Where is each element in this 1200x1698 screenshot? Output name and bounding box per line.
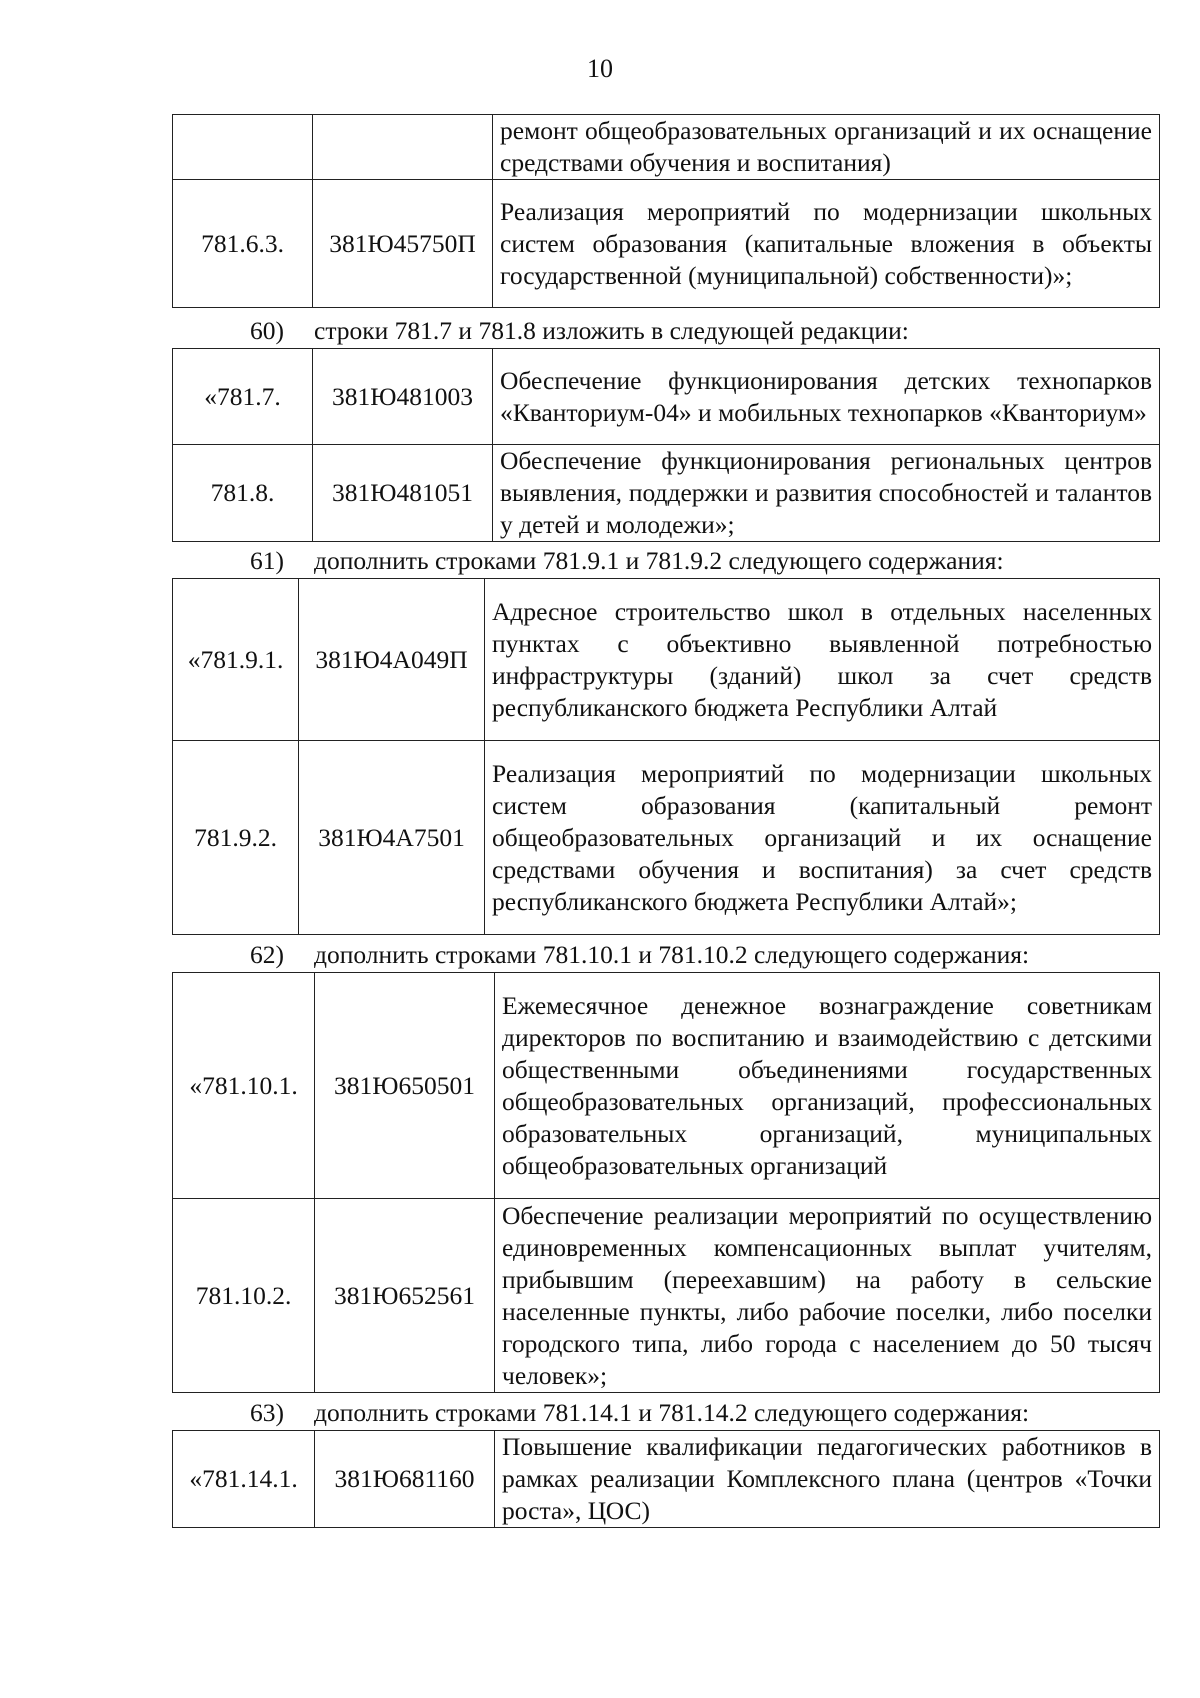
row-kbk: 381Ю4А049П xyxy=(299,579,485,741)
row-description: ремонт общеобразовательных организаций и их оснащение средствами обучения и воспитания) xyxy=(493,115,1160,180)
instruction-61 xyxy=(172,546,1160,576)
table-row xyxy=(173,1199,1160,1393)
budget-table xyxy=(172,578,1160,935)
table-block-5 xyxy=(172,1430,1160,1528)
instruction-60 xyxy=(172,316,1160,346)
instruction-number: 63) xyxy=(250,1398,284,1427)
row-code xyxy=(173,115,313,180)
instruction-62 xyxy=(172,940,1160,970)
row-code: 781.10.2. xyxy=(173,1199,315,1393)
row-code: «781.14.1. xyxy=(173,1431,315,1528)
row-kbk: 381Ю650501 xyxy=(315,973,495,1199)
row-kbk: 381Ю652561 xyxy=(315,1199,495,1393)
row-description: Ежемесячное денежное вознаграждение советникам директоров по воспитанию и взаимодействию с детскими общественными объединениями государственных общеобразовательных организаций, профессиональных образовательных организаций, муниципальных общеобразовательных организаций xyxy=(495,973,1160,1199)
row-code: «781.10.1. xyxy=(173,973,315,1199)
row-description: Обеспечение реализации мероприятий по осуществлению единовременных компенсационных выплат учителям, прибывшим (переехавшим) на работу в сельские населенные пункты, либо рабочие поселки, либо поселки городского типа, либо города с населением до 50 тысяч человек»; xyxy=(495,1199,1160,1393)
row-kbk: 381Ю681160 xyxy=(315,1431,495,1528)
row-description: Реализация мероприятий по модернизации школьных систем образования (капитальные вложения в объекты государственной (муниципальной) собственности)»; xyxy=(493,180,1160,308)
instruction-63 xyxy=(172,1398,1160,1428)
row-description: Адресное строительство школ в отдельных населенных пунктах с объективно выявленной потребностью инфраструктуры (зданий) школ за счет средств республиканского бюджета Республики Алтай xyxy=(485,579,1160,741)
row-description: Повышение квалификации педагогических работников в рамках реализации Комплексного плана (центров «Точки роста», ЦОС) xyxy=(495,1431,1160,1528)
row-kbk: 381Ю481003 xyxy=(313,349,493,445)
budget-table xyxy=(172,114,1160,308)
page-number: 10 xyxy=(587,54,613,83)
budget-table xyxy=(172,1430,1160,1528)
row-code: «781.7. xyxy=(173,349,313,445)
instruction-number: 61) xyxy=(250,546,284,575)
row-code: «781.9.1. xyxy=(173,579,299,741)
table-row xyxy=(173,973,1160,1199)
budget-table xyxy=(172,972,1160,1393)
row-kbk: 381Ю4А7501 xyxy=(299,741,485,935)
table-block-2 xyxy=(172,348,1160,542)
row-description: Обеспечение функционирования детских технопарков «Кванториум-04» и мобильных технопарков «Кванториум» xyxy=(493,349,1160,445)
instruction-number: 62) xyxy=(250,940,284,969)
instruction-text: дополнить строками 781.9.1 и 781.9.2 следующего содержания: xyxy=(314,546,1004,575)
table-row xyxy=(173,741,1160,935)
row-kbk xyxy=(313,115,493,180)
table-row xyxy=(173,115,1160,180)
table-row xyxy=(173,1431,1160,1528)
row-code: 781.8. xyxy=(173,445,313,542)
row-kbk: 381Ю45750П xyxy=(313,180,493,308)
table-row xyxy=(173,579,1160,741)
budget-table xyxy=(172,348,1160,542)
instruction-text: дополнить строками 781.10.1 и 781.10.2 следующего содержания: xyxy=(314,940,1030,969)
instruction-text: строки 781.7 и 781.8 изложить в следующей редакции: xyxy=(314,316,909,345)
instruction-number: 60) xyxy=(250,316,284,345)
table-block-3 xyxy=(172,578,1160,935)
table-block-1 xyxy=(172,114,1160,308)
row-kbk: 381Ю481051 xyxy=(313,445,493,542)
table-row xyxy=(173,180,1160,308)
instruction-text: дополнить строками 781.14.1 и 781.14.2 следующего содержания: xyxy=(314,1398,1030,1427)
row-code: 781.9.2. xyxy=(173,741,299,935)
table-row xyxy=(173,445,1160,542)
row-code: 781.6.3. xyxy=(173,180,313,308)
table-row xyxy=(173,349,1160,445)
table-block-4 xyxy=(172,972,1160,1393)
row-description: Обеспечение функционирования региональных центров выявления, поддержки и развития способностей и талантов у детей и молодежи»; xyxy=(493,445,1160,542)
row-description: Реализация мероприятий по модернизации школьных систем образования (капитальный ремонт общеобразовательных организаций и их оснащение средствами обучения и воспитания) за счет средств республиканского бюджета Республики Алтай»; xyxy=(485,741,1160,935)
